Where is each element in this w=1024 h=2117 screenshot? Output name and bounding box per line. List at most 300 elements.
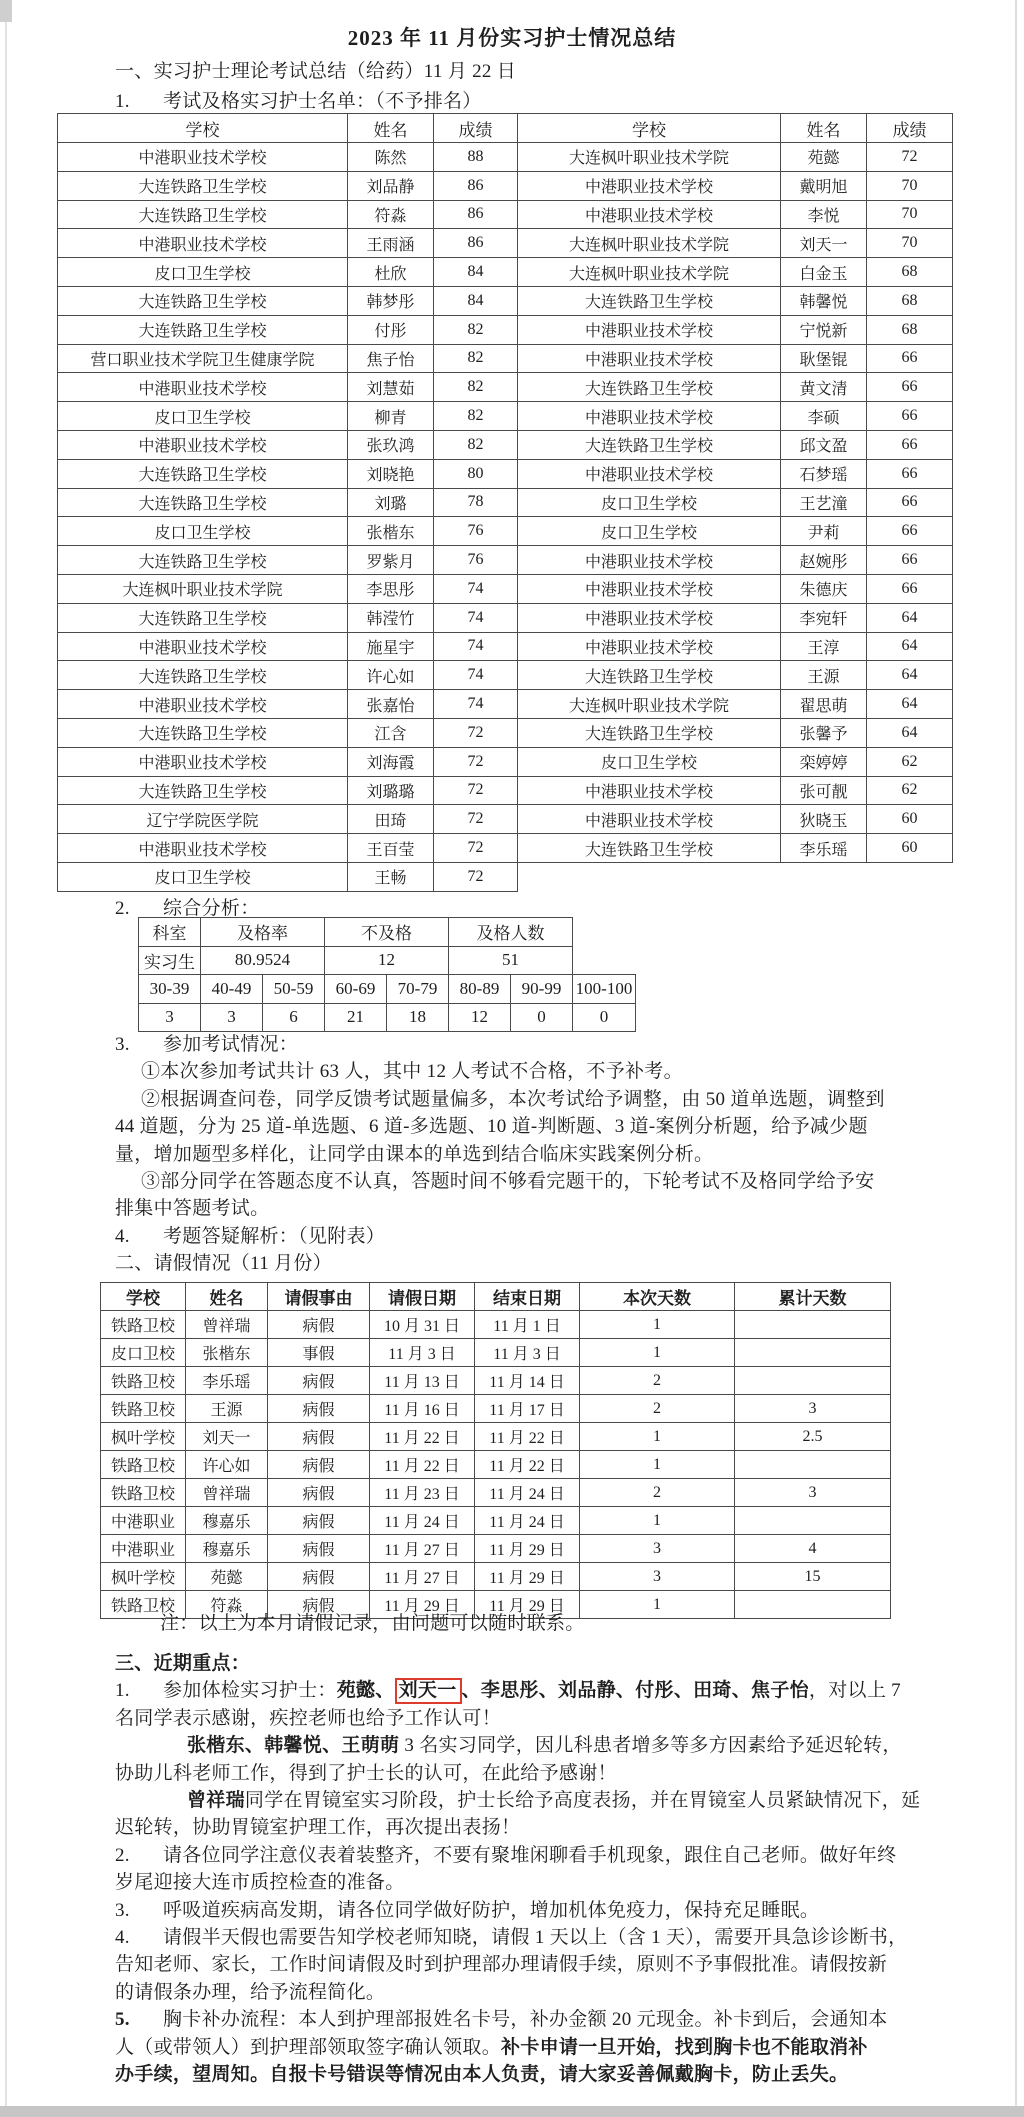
text-segment: ，对以上 7 [808, 1680, 901, 1702]
text-segment: 、李思彤、刘品静、付彤、田琦、焦子怡 [461, 1680, 809, 1702]
score-cell: 66 [867, 574, 953, 603]
text-segment: 4. [115, 1225, 130, 1247]
reason-cell: 病假 [268, 1395, 370, 1423]
school-cell: 大连铁路卫生学校 [58, 171, 348, 200]
score-table-row [58, 488, 953, 517]
text-segment: 请假半天假也需要告知学校老师知晓，请假 1 天以上（含 1 天），需要开具急诊诊断书， [163, 1927, 908, 1949]
school-cell: 大连铁路卫生学校 [58, 200, 348, 229]
analysis-table [138, 917, 636, 1032]
score-cell: 78 [434, 488, 518, 517]
school-cell: 中港职业技术学校 [58, 430, 348, 459]
end-date-cell: 11 月 24 日 [475, 1507, 580, 1535]
leave-table-row [101, 1395, 891, 1423]
score-cell: 68 [867, 315, 953, 344]
name-cell: 符淼 [348, 200, 434, 229]
school-cell: 中港职业技术学校 [518, 632, 781, 661]
text-segment: 2. [115, 1844, 130, 1866]
score-cell: 66 [867, 344, 953, 373]
school-cell: 大连枫叶职业技术学院 [518, 690, 781, 719]
name-cell: 翟思萌 [781, 690, 867, 719]
col-school: 学校 [101, 1283, 186, 1311]
school-cell: 铁路卫校 [101, 1311, 186, 1339]
dept-header: 科室 [139, 918, 201, 947]
score-cell: 76 [434, 517, 518, 546]
text-segment: 排集中答题考试。 [115, 1198, 270, 1220]
score-cell: 66 [867, 546, 953, 575]
start-date-cell: 11 月 24 日 [370, 1507, 475, 1535]
school-cell: 中港职业技术学校 [518, 459, 781, 488]
name-cell: 穆嘉乐 [186, 1507, 268, 1535]
total-days-cell [735, 1339, 891, 1367]
text-line [115, 1113, 991, 1140]
name-cell: 栾婷婷 [781, 747, 867, 776]
name-cell: 许心如 [348, 661, 434, 690]
score-table-row [58, 229, 953, 258]
score-cell: 86 [434, 200, 518, 229]
text-segment: 4. [115, 1927, 130, 1949]
school-cell: 大连铁路卫生学校 [518, 718, 781, 747]
leave-table-row [101, 1535, 891, 1563]
pass-rate-header: 及格率 [201, 918, 325, 947]
highlighted-name: 刘天一 [395, 1678, 462, 1704]
name-cell: 刘海霞 [348, 747, 434, 776]
school-cell: 大连铁路卫生学校 [518, 661, 781, 690]
days-cell: 1 [580, 1451, 735, 1479]
count-cell: 0 [573, 1003, 636, 1032]
empty-cell [573, 918, 636, 947]
days-cell: 1 [580, 1423, 735, 1451]
start-date-cell: 11 月 27 日 [370, 1535, 475, 1563]
total-days-cell: 2.5 [735, 1423, 891, 1451]
school-cell: 皮口卫生学校 [58, 862, 348, 891]
score-table-row [58, 258, 953, 287]
end-date-cell: 11 月 1 日 [475, 1311, 580, 1339]
col-name-right: 姓名 [781, 114, 867, 143]
score-cell: 60 [867, 805, 953, 834]
text-line [115, 2034, 991, 2061]
leave-note: 注：以上为本月请假记录，由问题可以随时联系。 [160, 1613, 585, 1634]
text-line [115, 1760, 991, 1787]
count-cell: 21 [325, 1003, 387, 1032]
start-date-cell: 10 月 31 日 [370, 1311, 475, 1339]
count-cell: 3 [201, 1003, 263, 1032]
name-cell: 杜欣 [348, 258, 434, 287]
name-cell: 王艺潼 [781, 488, 867, 517]
score-cell: 84 [434, 258, 518, 287]
qa-heading [115, 1223, 991, 1250]
name-cell: 刘慧茹 [348, 373, 434, 402]
name-cell: 王淳 [781, 632, 867, 661]
score-table-row [58, 459, 953, 488]
text-segment: 告知老师、家长，工作时间请假及时到护理部办理请假手续，原则不予事假批准。请假按新 [115, 1954, 888, 1976]
col-days: 本次天数 [580, 1283, 735, 1311]
reason-cell: 病假 [268, 1311, 370, 1339]
score-cell: 62 [867, 747, 953, 776]
score-table-row [58, 286, 953, 315]
score-table-row [58, 690, 953, 719]
text-segment: 3. [115, 1899, 130, 1921]
col-total-days: 累计天数 [735, 1283, 891, 1311]
score-cell: 64 [867, 632, 953, 661]
leave-table-row [101, 1339, 891, 1367]
name-cell: 曾祥瑞 [186, 1311, 268, 1339]
school-cell: 大连枫叶职业技术学院 [518, 143, 781, 172]
score-cell: 72 [434, 834, 518, 863]
name-cell: 柳青 [348, 402, 434, 431]
end-date-cell: 11 月 29 日 [475, 1591, 580, 1619]
name-cell: 韩梦彤 [348, 286, 434, 315]
score-cell: 74 [434, 574, 518, 603]
exam-item-1 [115, 1058, 991, 1085]
text-line [115, 1086, 991, 1113]
name-cell: 付彤 [348, 315, 434, 344]
end-date-cell: 11 月 22 日 [475, 1451, 580, 1479]
name-cell: 李悦 [781, 200, 867, 229]
total-days-cell: 15 [735, 1563, 891, 1591]
name-cell: 尹莉 [781, 517, 867, 546]
score-cell: 72 [434, 805, 518, 834]
name-cell: 许心如 [186, 1451, 268, 1479]
name-cell: 张嘉怡 [348, 690, 434, 719]
name-cell: 罗紫月 [348, 546, 434, 575]
scan-corner-mark [0, 0, 12, 22]
name-cell: 张楷东 [348, 517, 434, 546]
score-cell: 64 [867, 718, 953, 747]
name-cell: 朱德庆 [781, 574, 867, 603]
start-date-cell: 11 月 13 日 [370, 1367, 475, 1395]
text-segment: 1. [115, 91, 130, 112]
count-cell: 6 [263, 1003, 325, 1032]
reason-cell: 事假 [268, 1339, 370, 1367]
score-table-row [58, 632, 953, 661]
key-points-section [115, 1650, 991, 2089]
name-cell: 施星宇 [348, 632, 434, 661]
school-cell: 中港职业技术学校 [518, 603, 781, 632]
score-table-row [58, 171, 953, 200]
leave-table-row [101, 1367, 891, 1395]
score-table-row [58, 834, 953, 863]
leave-table [100, 1282, 891, 1619]
name-cell: 曾祥瑞 [186, 1479, 268, 1507]
score-cell: 64 [867, 690, 953, 719]
school-cell: 皮口卫生学校 [518, 517, 781, 546]
days-cell: 1 [580, 1591, 735, 1619]
dept-value: 实习生 [139, 946, 201, 975]
thanks-paragraph [115, 1732, 991, 1787]
score-cell: 82 [434, 344, 518, 373]
name-cell: 韩滢竹 [348, 603, 434, 632]
score-cell: 72 [434, 776, 518, 805]
pass-count-value: 51 [449, 946, 573, 975]
school-cell: 中港职业技术学校 [518, 574, 781, 603]
range-cell: 90-99 [511, 975, 573, 1004]
score-cell: 82 [434, 430, 518, 459]
name-cell: 李乐瑶 [186, 1367, 268, 1395]
leave-table-row [101, 1423, 891, 1451]
score-table-row [58, 373, 953, 402]
text-segment: 补卡申请一旦开始，找到胸卡也不能取消补 [501, 2036, 868, 2058]
school-cell: 中港职业 [101, 1507, 186, 1535]
leave-table-row [101, 1451, 891, 1479]
text-line [115, 1842, 991, 1869]
count-cell: 3 [139, 1003, 201, 1032]
days-cell: 1 [580, 1311, 735, 1339]
text-segment: 同学在胃镜室实习阶段，护士长给予高度表扬，并在胃镜室人员紧缺情况下，延 [244, 1790, 921, 1812]
text-segment: 办手续，望周知。自报卡号错误等情况由本人负责，请大家妥善佩戴胸卡，防止丢失。 [115, 2064, 849, 2086]
gastroscopy-paragraph [115, 1787, 991, 1842]
name-cell: 焦子怡 [348, 344, 434, 373]
name-cell: 狄晓玉 [781, 805, 867, 834]
start-date-cell: 11 月 22 日 [370, 1423, 475, 1451]
name-cell: 江含 [348, 718, 434, 747]
page-title: 2023 年 11 月份实习护士情况总结 [347, 26, 677, 50]
fail-value: 12 [325, 946, 449, 975]
score-cell: 72 [434, 862, 518, 891]
score-cell: 66 [867, 402, 953, 431]
days-cell: 2 [580, 1367, 735, 1395]
section1-heading: 一、实习护士理论考试总结（给药）11 月 22 日 [115, 61, 517, 82]
range-cell: 70-79 [387, 975, 449, 1004]
text-segment: 胸卡补办流程：本人到护理部报姓名卡号，补办金额 20 元现金。补卡到后，会通知本 [163, 2009, 888, 2031]
key-point-1 [115, 1677, 991, 1732]
text-segment: 5. [115, 2009, 130, 2031]
school-cell: 铁路卫校 [101, 1395, 186, 1423]
name-cell: 白金玉 [781, 258, 867, 287]
text-line [115, 1924, 991, 1951]
col-reason: 请假事由 [268, 1283, 370, 1311]
text-segment: 岁尾迎接大连市质控检查的准备。 [115, 1872, 405, 1894]
range-cell: 30-39 [139, 975, 201, 1004]
school-cell: 铁路卫校 [101, 1591, 186, 1619]
fail-header: 不及格 [325, 918, 449, 947]
score-table-row [58, 661, 953, 690]
col-name-left: 姓名 [348, 114, 434, 143]
leave-table-header [101, 1283, 891, 1311]
score-table-header [58, 114, 953, 143]
school-cell: 大连枫叶职业技术学院 [58, 574, 348, 603]
name-cell: 王源 [781, 661, 867, 690]
score-table-row [58, 603, 953, 632]
end-date-cell: 11 月 14 日 [475, 1367, 580, 1395]
score-cell: 66 [867, 373, 953, 402]
range-cell: 50-59 [263, 975, 325, 1004]
school-cell: 皮口卫生学校 [58, 258, 348, 287]
score-cell: 72 [867, 143, 953, 172]
range-cell: 40-49 [201, 975, 263, 1004]
key-point-4 [115, 1924, 991, 2006]
school-cell: 大连铁路卫生学校 [518, 286, 781, 315]
score-table-row [58, 143, 953, 172]
text-segment: 苑懿、 [336, 1680, 395, 1702]
score-cell: 66 [867, 430, 953, 459]
key-point-3 [115, 1897, 991, 1924]
col-school-right: 学校 [518, 114, 781, 143]
score-table-row [58, 517, 953, 546]
name-cell: 苑懿 [186, 1563, 268, 1591]
name-cell: 李乐瑶 [781, 834, 867, 863]
school-cell: 中港职业技术学校 [58, 747, 348, 776]
name-cell: 宁悦新 [781, 315, 867, 344]
school-cell: 中港职业技术学校 [58, 229, 348, 258]
score-table-row [58, 747, 953, 776]
reason-cell: 病假 [268, 1591, 370, 1619]
leave-table-row [101, 1479, 891, 1507]
score-cell: 86 [434, 229, 518, 258]
reason-cell: 病假 [268, 1479, 370, 1507]
end-date-cell: 11 月 3 日 [475, 1339, 580, 1367]
name-cell: 符淼 [186, 1591, 268, 1619]
school-cell: 大连铁路卫生学校 [58, 661, 348, 690]
score-cell: 82 [434, 315, 518, 344]
school-cell: 皮口卫生学校 [518, 747, 781, 776]
reason-cell: 病假 [268, 1451, 370, 1479]
exam-item-2 [115, 1086, 991, 1168]
score-cell: 70 [867, 171, 953, 200]
score-table-row [58, 344, 953, 373]
section3-heading [115, 1650, 991, 1677]
days-cell: 1 [580, 1507, 735, 1535]
score-table-row [58, 402, 953, 431]
start-date-cell: 11 月 27 日 [370, 1563, 475, 1591]
school-cell: 中港职业 [101, 1535, 186, 1563]
score-cell: 64 [867, 661, 953, 690]
school-cell: 大连铁路卫生学校 [58, 603, 348, 632]
text-segment: 的请假条办理，给予流程简化。 [115, 1981, 386, 2003]
name-cell: 赵婉彤 [781, 546, 867, 575]
end-date-cell: 11 月 17 日 [475, 1395, 580, 1423]
key-point-2 [115, 1842, 991, 1897]
score-cell: 66 [867, 459, 953, 488]
score-cell: 62 [867, 776, 953, 805]
score-cell: 72 [434, 747, 518, 776]
score-cell: 84 [434, 286, 518, 315]
name-cell: 穆嘉乐 [186, 1535, 268, 1563]
score-table-row [58, 430, 953, 459]
text-line [115, 1951, 991, 1978]
start-date-cell: 11 月 22 日 [370, 1451, 475, 1479]
page-bottom-strip [0, 2106, 1024, 2117]
score-cell [867, 862, 953, 891]
school-cell: 营口职业技术学院卫生健康学院 [58, 344, 348, 373]
school-cell: 大连铁路卫生学校 [58, 718, 348, 747]
text-segment: 参加体检实习护士： [163, 1680, 337, 1702]
score-cell: 74 [434, 603, 518, 632]
name-cell: 刘天一 [186, 1423, 268, 1451]
col-score-left: 成绩 [434, 114, 518, 143]
school-cell: 中港职业技术学校 [518, 315, 781, 344]
name-cell: 刘品静 [348, 171, 434, 200]
exam-heading [115, 1031, 991, 1058]
count-cell: 0 [511, 1003, 573, 1032]
text-line [115, 1897, 991, 1924]
text-line [115, 1031, 991, 1058]
school-cell: 皮口卫生学校 [518, 488, 781, 517]
text-line [115, 1979, 991, 2006]
school-cell: 大连铁路卫生学校 [518, 373, 781, 402]
text-segment: 量，增加题型多样化，让同学由课本的单选到结合临床实践案例分析。 [115, 1143, 714, 1165]
total-days-cell [735, 1311, 891, 1339]
score-table-row [58, 574, 953, 603]
school-cell: 辽宁学院医学院 [58, 805, 348, 834]
school-cell: 大连铁路卫生学校 [58, 546, 348, 575]
text-segment: 曾祥瑞 [187, 1790, 245, 1812]
reason-cell: 病假 [268, 1535, 370, 1563]
section2-heading [115, 1250, 991, 1277]
text-line [115, 1141, 991, 1168]
school-cell: 皮口卫生学校 [58, 402, 348, 431]
text-line [115, 1705, 991, 1732]
school-cell: 大连铁路卫生学校 [518, 834, 781, 863]
name-cell: 戴明旭 [781, 171, 867, 200]
count-cell: 12 [449, 1003, 511, 1032]
score-cell: 88 [434, 143, 518, 172]
text-line [115, 1869, 991, 1896]
school-cell: 铁路卫校 [101, 1451, 186, 1479]
school-cell: 皮口卫生学校 [58, 517, 348, 546]
text-line [115, 1058, 991, 1085]
name-cell: 张玖鸿 [348, 430, 434, 459]
school-cell: 中港职业技术学校 [58, 690, 348, 719]
score-cell: 82 [434, 402, 518, 431]
col-school-left: 学校 [58, 114, 348, 143]
school-cell: 大连铁路卫生学校 [58, 315, 348, 344]
passing-list-heading [115, 88, 482, 115]
school-cell: 大连枫叶职业技术学院 [518, 229, 781, 258]
text-segment: ②根据调查问卷，同学反馈考试题量偏多，本次考试给予调整，由 50 道单选题，调整到 [141, 1088, 885, 1110]
text-segment: 张楷东、韩馨悦、王萌萌 [187, 1735, 400, 1757]
days-cell: 3 [580, 1563, 735, 1591]
text-line [115, 1677, 991, 1704]
name-cell: 刘璐 [348, 488, 434, 517]
text-segment: ③部分同学在答题态度不认真，答题时间不够看完题干的，下轮考试不及格同学给予安 [141, 1171, 875, 1193]
name-cell: 王百莹 [348, 834, 434, 863]
range-cell: 100-100 [573, 975, 636, 1004]
text-segment: 1. [115, 1680, 130, 1702]
school-cell: 中港职业技术学校 [518, 402, 781, 431]
total-days-cell: 3 [735, 1479, 891, 1507]
exam-item-3 [115, 1168, 991, 1223]
school-cell: 中港职业技术学校 [518, 546, 781, 575]
range-count-row [139, 1003, 636, 1032]
total-days-cell [735, 1507, 891, 1535]
end-date-cell: 11 月 29 日 [475, 1563, 580, 1591]
total-days-cell: 4 [735, 1535, 891, 1563]
name-cell: 苑懿 [781, 143, 867, 172]
score-cell: 70 [867, 229, 953, 258]
school-cell: 铁路卫校 [101, 1479, 186, 1507]
days-cell: 1 [580, 1339, 735, 1367]
score-table-row [58, 805, 953, 834]
name-cell: 李思彤 [348, 574, 434, 603]
score-range-row [139, 975, 636, 1004]
text-segment: 44 道题，分为 25 道-单选题、6 道-多选题、10 道-判断题、3 道-案例分析题，给予减少题 [115, 1116, 868, 1138]
name-cell: 陈然 [348, 143, 434, 172]
reason-cell: 病假 [268, 1423, 370, 1451]
text-line [115, 1195, 991, 1222]
school-cell [518, 862, 781, 891]
text-segment: 名同学表示感谢，疾控老师也给予工作认可！ [115, 1707, 502, 1729]
range-cell: 60-69 [325, 975, 387, 1004]
text-line [115, 1168, 991, 1195]
school-cell: 中港职业技术学校 [518, 171, 781, 200]
text-line [115, 2061, 991, 2088]
school-cell: 大连铁路卫生学校 [518, 430, 781, 459]
end-date-cell: 11 月 29 日 [475, 1535, 580, 1563]
text-segment: 参加考试情况： [163, 1034, 299, 1055]
pass-rate-value: 80.9524 [201, 946, 325, 975]
text-segment: 人（或带领人）到护理部领取签字确认领取。 [115, 2036, 502, 2058]
name-cell: 田琦 [348, 805, 434, 834]
